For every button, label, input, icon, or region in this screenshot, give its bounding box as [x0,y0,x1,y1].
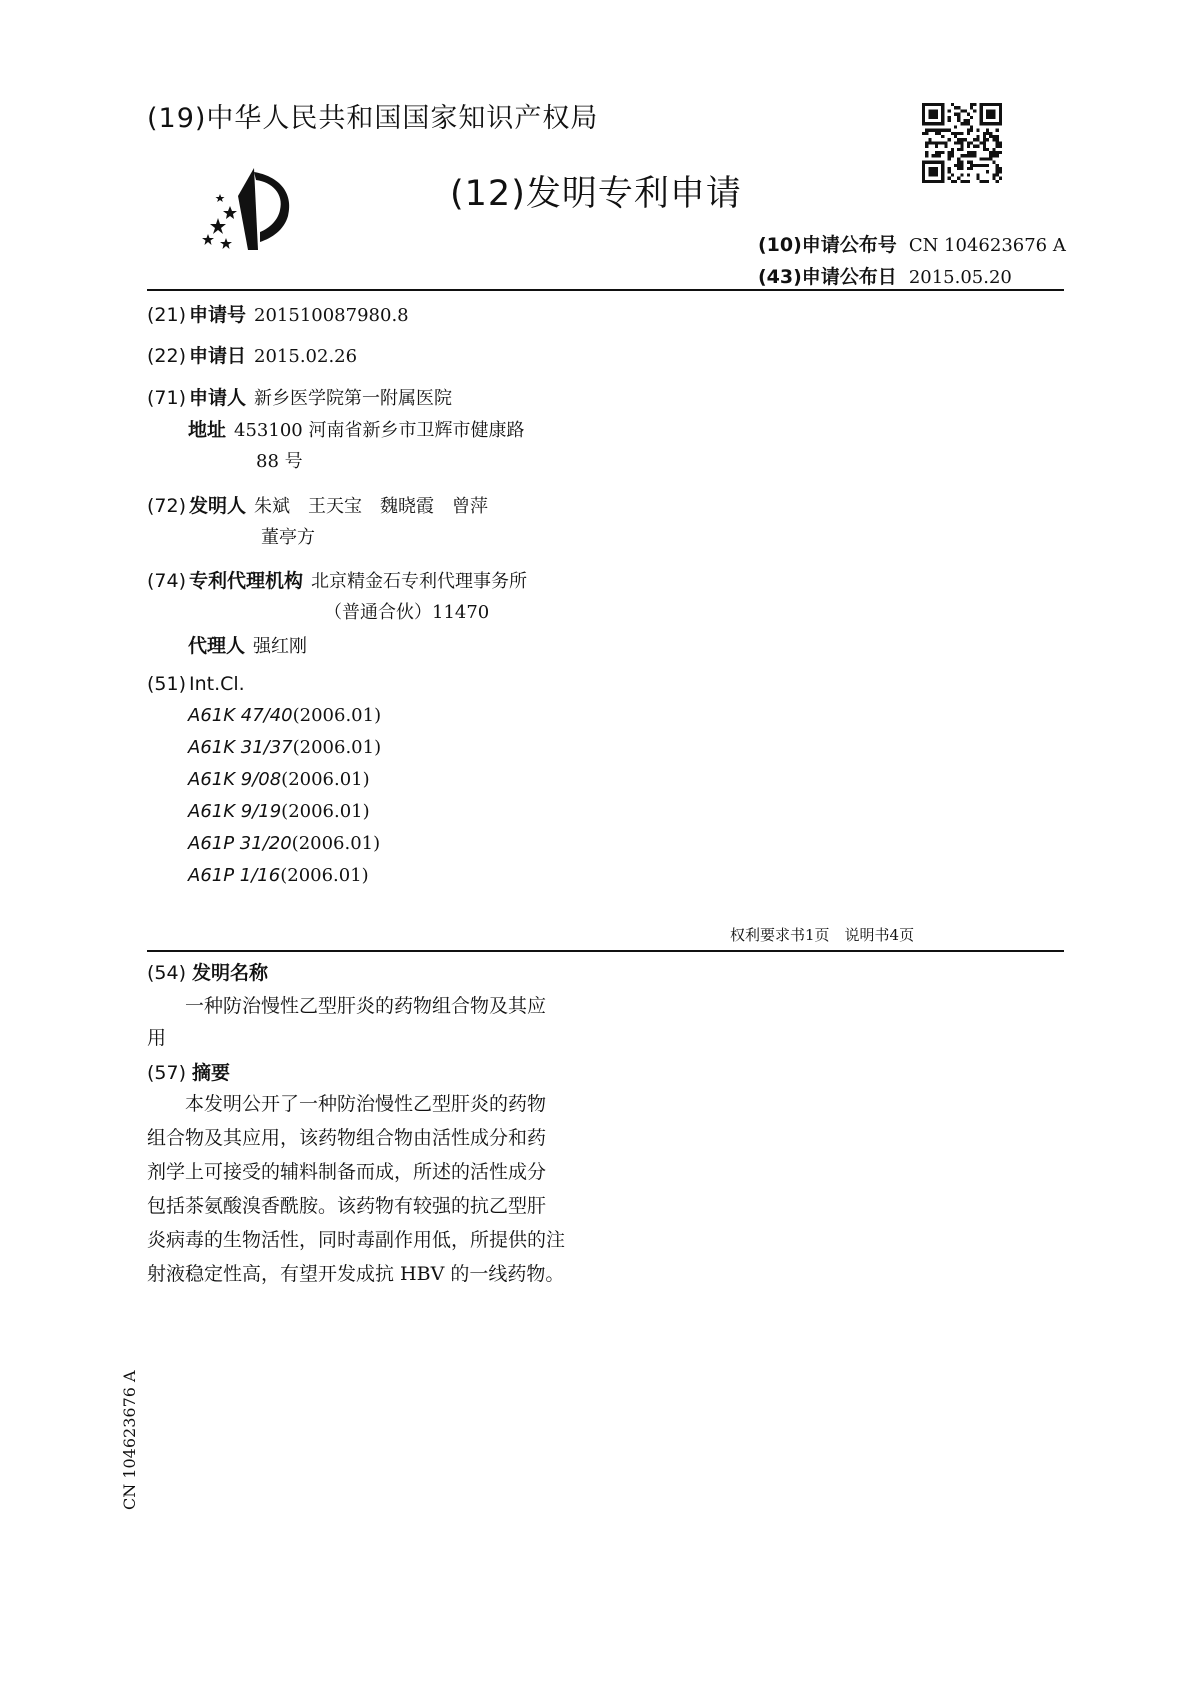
invention-title [147,989,597,1023]
patent-agency-continued: （普通合伙）11470 [324,602,490,623]
publication-date-label: (43)申请公布日 [758,266,897,288]
agent [188,631,307,658]
ipc-class: A61K 9/08(2006.01) [188,769,370,790]
ipc-class: A61K 9/19(2006.01) [188,801,370,822]
field-value: 强红刚 [253,636,308,657]
section-divider [147,950,1064,952]
application-number [147,300,409,327]
side-number-text: CN 104623676 A [120,1370,139,1510]
field-code: (71) [147,387,187,409]
abstract-line: 射液稳定性高，有望开发成抗 HBV 的一线药物。 [147,1263,565,1285]
abstract-line: 包括茶氨酸溴香酰胺。该药物有较强的抗乙型肝 [147,1195,547,1217]
address [188,415,524,442]
address-continued: 88 号 [256,451,303,472]
int-cl [147,673,245,695]
field-label: 发明人 [189,495,247,517]
field-value: 北京精金石专利代理事务所 [311,571,528,592]
field-code: (54) [147,962,187,984]
field-label: 摘要 [192,1062,231,1084]
applicant [147,383,452,410]
abstract-line: 炎病毒的生物活性，同时毒副作用低，所提供的注 [147,1229,566,1251]
publication-number-label: (10)申请公布号 [758,234,897,256]
ipc-class: A61P 31/20(2006.01) [188,833,381,854]
field-code: (72) [147,495,187,517]
inventors [147,491,488,518]
cnipa-emblem-icon [198,166,310,252]
field-label: 代理人 [188,635,246,657]
ipc-class: A61P 1/16(2006.01) [188,865,369,886]
field-value: 453100 河南省新乡市卫辉市健康路 [234,420,525,441]
abstract-line: 本发明公开了一种防治慢性乙型肝炎的药物 [185,1093,547,1115]
header-divider [147,289,1064,291]
side-publication-number [120,1360,150,1510]
abstract-line: 剂学上可接受的辅料制备而成，所述的活性成分 [147,1161,547,1183]
publication-number [758,230,1066,257]
field-value: 新乡医学院第一附属医院 [254,388,453,409]
application-date [147,341,357,368]
abstract-text [147,1087,597,1291]
ipc-class: A61K 31/37(2006.01) [188,737,382,758]
patent-agency [147,566,527,593]
title-line: 一种防治慢性乙型肝炎的药物组合物及其应 [185,995,547,1017]
field-value: 朱斌 王天宝 魏晓霞 曾萍 [254,496,489,517]
abstract-heading [147,1058,230,1085]
field-label: Int.Cl. [189,673,245,695]
field-label: 申请号 [189,304,247,326]
abstract-line: 组合物及其应用，该药物组合物由活性成分和药 [147,1127,547,1149]
qr-code-icon [922,103,1002,183]
ipc-class: A61K 47/40(2006.01) [188,705,382,726]
publication-date [758,262,1012,289]
inventors-continued: 董亭方 [261,527,315,548]
field-code: (74) [147,570,187,592]
field-code: (57) [147,1062,187,1084]
publication-number-value: CN 104623676 A [908,235,1066,256]
field-code: (22) [147,345,187,367]
office-name: (19)中华人民共和国国家知识产权局 [147,103,599,134]
field-label: 专利代理机构 [189,570,304,592]
field-label: 申请日 [189,345,247,367]
field-code: (21) [147,304,187,326]
document-type: (12)发明专利申请 [450,174,742,214]
field-label: 发明名称 [192,962,269,984]
field-code: (51) [147,673,187,695]
field-value: 2015.02.26 [254,346,358,367]
page-count: 权利要求书1页 说明书4页 [730,926,915,944]
field-value: 201510087980.8 [254,305,409,326]
invention-title-continued [147,1021,597,1055]
field-label: 申请人 [189,387,247,409]
title-heading [147,958,268,985]
title-line: 用 [147,1027,167,1049]
publication-date-value: 2015.05.20 [908,267,1012,288]
field-label: 地址 [188,419,227,441]
